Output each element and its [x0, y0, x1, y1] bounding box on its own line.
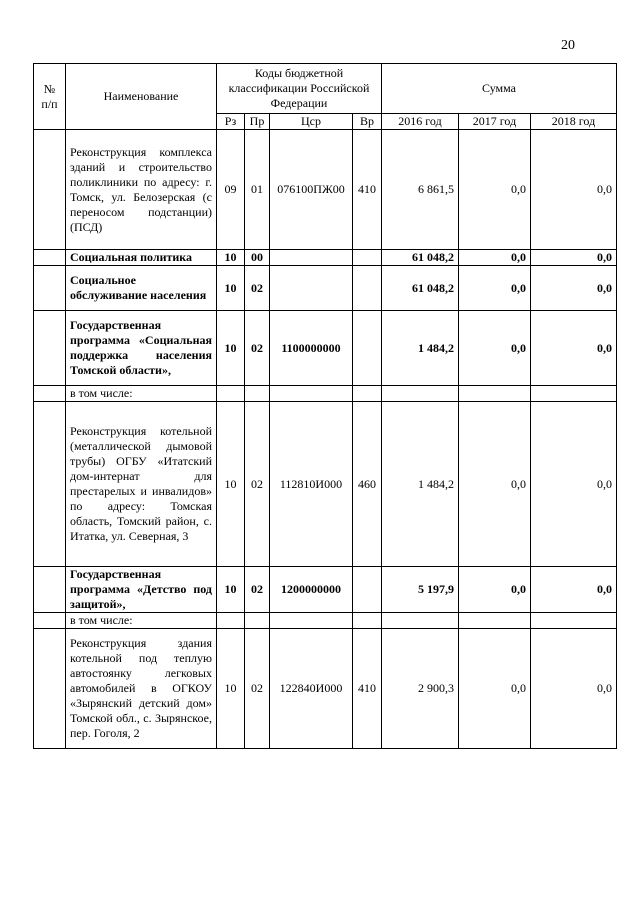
header-csr: Цср	[270, 114, 353, 130]
cell-name: Реконструкция здания котельной под теплую автостоянку легковых автомобилей в ОГКОУ «Зырянский детский дом» Томской обл., с. Зырянское, пер. Гоголя, 2	[66, 629, 217, 749]
cell-num	[34, 386, 66, 402]
cell-2017	[459, 613, 531, 629]
table-row	[34, 629, 617, 749]
cell-2016: 6 861,5	[382, 130, 459, 250]
cell-csr	[270, 386, 353, 402]
cell-csr: 1100000000	[270, 311, 353, 386]
cell-2016: 1 484,2	[382, 311, 459, 386]
cell-2017: 0,0	[459, 130, 531, 250]
cell-num	[34, 613, 66, 629]
cell-vr	[353, 567, 382, 613]
cell-name: Государственная программа «Детство под защитой»,	[66, 567, 217, 613]
cell-rz: 10	[217, 266, 245, 311]
cell-name: Государственная программа «Социальная поддержка населения Томской области»,	[66, 311, 217, 386]
cell-2017: 0,0	[459, 311, 531, 386]
cell-rz: 10	[217, 250, 245, 266]
header-2017: 2017 год	[459, 114, 531, 130]
header-2016: 2016 год	[382, 114, 459, 130]
cell-2017: 0,0	[459, 402, 531, 567]
cell-pr	[245, 613, 270, 629]
header-num: № п/п	[34, 64, 66, 130]
cell-2018: 0,0	[531, 567, 617, 613]
cell-vr	[353, 311, 382, 386]
cell-2017: 0,0	[459, 266, 531, 311]
table-row	[34, 250, 617, 266]
cell-2017: 0,0	[459, 250, 531, 266]
header-codes: Коды бюджетной классификации Российской Федерации	[217, 64, 382, 114]
cell-csr	[270, 613, 353, 629]
cell-2018: 0,0	[531, 130, 617, 250]
table-row	[34, 567, 617, 613]
cell-2018	[531, 613, 617, 629]
cell-rz	[217, 386, 245, 402]
cell-num	[34, 402, 66, 567]
cell-2018: 0,0	[531, 402, 617, 567]
header-rz: Рз	[217, 114, 245, 130]
cell-2018: 0,0	[531, 250, 617, 266]
cell-rz: 10	[217, 567, 245, 613]
cell-num	[34, 629, 66, 749]
cell-name: Социальное обслуживание населения	[66, 266, 217, 311]
table-row	[34, 311, 617, 386]
cell-vr	[353, 386, 382, 402]
cell-pr: 02	[245, 266, 270, 311]
table-row	[34, 266, 617, 311]
cell-num	[34, 266, 66, 311]
cell-2016	[382, 386, 459, 402]
cell-name: в том числе:	[66, 386, 217, 402]
cell-2016	[382, 613, 459, 629]
cell-rz: 10	[217, 402, 245, 567]
header-name: Наименование	[66, 64, 217, 130]
cell-num	[34, 250, 66, 266]
cell-num	[34, 311, 66, 386]
cell-2018: 0,0	[531, 311, 617, 386]
cell-pr: 01	[245, 130, 270, 250]
cell-2017: 0,0	[459, 629, 531, 749]
cell-rz: 10	[217, 629, 245, 749]
cell-pr: 02	[245, 629, 270, 749]
cell-csr: 112810И000	[270, 402, 353, 567]
header-2018: 2018 год	[531, 114, 617, 130]
cell-pr: 02	[245, 311, 270, 386]
cell-pr: 02	[245, 567, 270, 613]
table-body	[34, 130, 617, 749]
header-vr: Вр	[353, 114, 382, 130]
cell-pr	[245, 386, 270, 402]
cell-vr: 410	[353, 130, 382, 250]
cell-2018	[531, 386, 617, 402]
cell-csr	[270, 250, 353, 266]
cell-2018: 0,0	[531, 266, 617, 311]
cell-2016: 61 048,2	[382, 250, 459, 266]
cell-2018: 0,0	[531, 629, 617, 749]
cell-2017: 0,0	[459, 567, 531, 613]
cell-2016: 1 484,2	[382, 402, 459, 567]
page-number: 20	[561, 38, 575, 53]
cell-name: в том числе:	[66, 613, 217, 629]
cell-name: Социальная политика	[66, 250, 217, 266]
header-pr: Пр	[245, 114, 270, 130]
cell-2016: 61 048,2	[382, 266, 459, 311]
cell-vr	[353, 250, 382, 266]
cell-name: Реконструкция котельной (металлической дымовой трубы) ОГБУ «Итатский дом-интернат для престарелых и инвалидов» по адресу: Томская область, Томский район, с. Итатка, ул. Северная, 3	[66, 402, 217, 567]
cell-num	[34, 567, 66, 613]
cell-vr: 460	[353, 402, 382, 567]
budget-table	[33, 63, 617, 749]
cell-rz: 10	[217, 311, 245, 386]
cell-csr	[270, 266, 353, 311]
cell-csr: 122840И000	[270, 629, 353, 749]
cell-2016: 2 900,3	[382, 629, 459, 749]
cell-csr: 076100ПЖ00	[270, 130, 353, 250]
table-row	[34, 386, 617, 402]
cell-pr: 02	[245, 402, 270, 567]
table-row	[34, 130, 617, 250]
table-header	[34, 64, 617, 130]
cell-2017	[459, 386, 531, 402]
cell-num	[34, 130, 66, 250]
table-row	[34, 613, 617, 629]
header-sum: Сумма	[382, 64, 617, 114]
cell-csr: 1200000000	[270, 567, 353, 613]
cell-pr: 00	[245, 250, 270, 266]
cell-vr	[353, 266, 382, 311]
cell-2016: 5 197,9	[382, 567, 459, 613]
cell-rz	[217, 613, 245, 629]
cell-vr	[353, 613, 382, 629]
cell-name: Реконструкция комплекса зданий и строительство поликлиники по адресу: г. Томск, ул. Белозерская (с переносом подстанции) (ПСД)	[66, 130, 217, 250]
table-row	[34, 402, 617, 567]
cell-rz: 09	[217, 130, 245, 250]
cell-vr: 410	[353, 629, 382, 749]
